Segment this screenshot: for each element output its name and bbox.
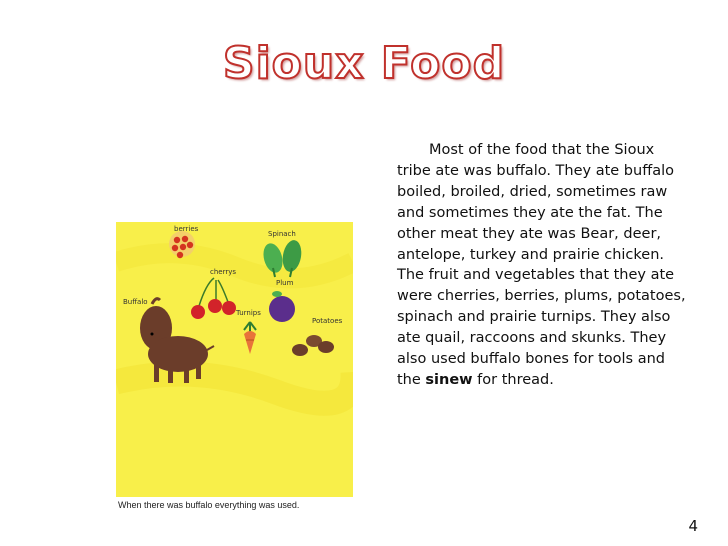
spinach-label: Spinach (268, 230, 296, 238)
cherries-label: cherrys (210, 268, 237, 276)
potatoes-label: Potatoes (312, 317, 343, 325)
food-drawing-illustration (116, 222, 353, 497)
plum-label: Plum (276, 279, 294, 287)
berries-label: berries (174, 225, 199, 233)
paragraph-bold-word: sinew (425, 371, 473, 388)
turnips-label: Turnips (236, 309, 261, 317)
paragraph-end: for thread. (477, 371, 554, 388)
slide-title: Sioux Food (222, 38, 506, 89)
paragraph-intro: Most of the food that the Sioux tribe ate was buffalo. They ate buffalo boiled, broiled, dried, sometimes raw and sometimes they ate the fat. The other meat they ate was Bear, deer, antelope, turkey and prairie chicken. The fruit and vegetables that they ate were cherries, berries, plums, potatoes, spinach and prairie turnips. They also ate quail, raccoons and skunks. They also used buffalo bones for tools and the (397, 142, 686, 388)
child-drawing-image (116, 222, 353, 497)
body-paragraph (397, 140, 687, 391)
page-number: 4 (688, 517, 698, 535)
image-caption: When there was buffalo everything was used. (118, 500, 300, 510)
buffalo-label: Buffalo (123, 298, 148, 306)
